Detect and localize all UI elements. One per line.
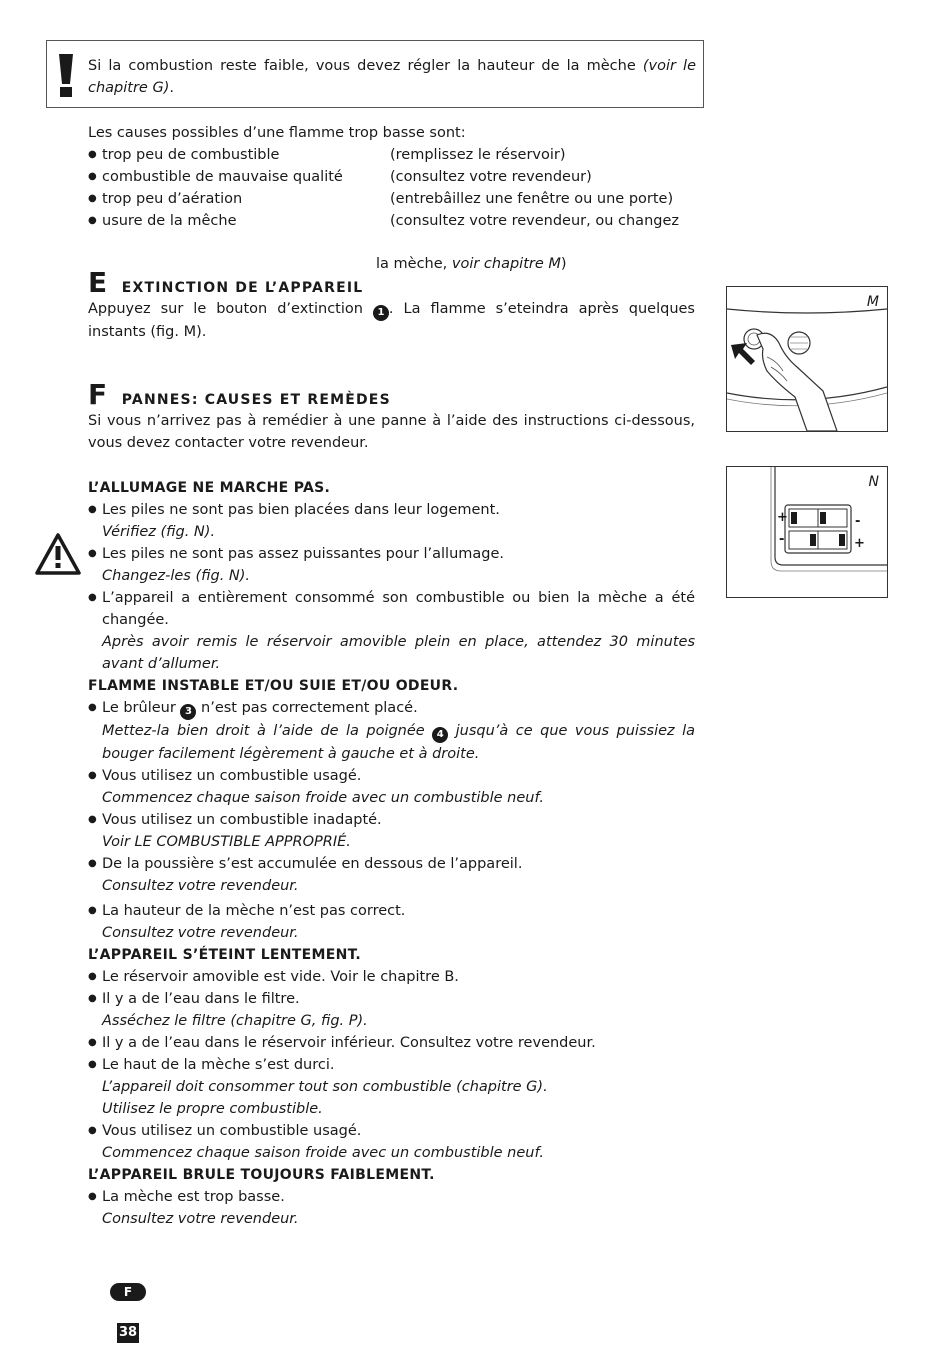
- number-badge: 4: [432, 727, 448, 743]
- remedy-text: Consultez votre revendeur.: [102, 1211, 299, 1227]
- list-item: ● L’appareil a entièrement consommé son combustible ou bien la mèche a été changée.: [88, 587, 695, 631]
- list-item: ● Vous utilisez un combustible usagé.: [88, 765, 695, 787]
- number-badge: 1: [373, 305, 389, 321]
- minus-sign: -: [779, 532, 785, 547]
- list-item: ● Les piles ne sont pas assez puissantes pour l’allumage.: [88, 543, 695, 565]
- group-title: L’APPAREIL S’ÉTEINT LENTEMENT.: [88, 947, 361, 963]
- causes-intro: Les causes possibles d’une flamme trop basse sont:: [88, 125, 466, 141]
- list-item: ● Vous utilisez un combustible usagé.: [88, 1120, 695, 1142]
- figure-label: N: [868, 474, 879, 490]
- exclamation-icon: [58, 54, 74, 98]
- warning-triangle-icon: [34, 532, 82, 576]
- remedy: (consultez votre revendeur): [390, 169, 592, 185]
- remedy-text: Utilisez le propre combustible.: [102, 1101, 323, 1117]
- remedy: (consultez votre revendeur, ou changez: [390, 213, 679, 229]
- remedy-text: Consultez votre revendeur.: [102, 878, 299, 894]
- remedy-text: Commencez chaque saison froide avec un combustible neuf.: [102, 1145, 544, 1161]
- minus-sign: -: [855, 514, 861, 529]
- cause-row: [88, 210, 688, 232]
- cause: ● combustible de mauvaise qualité: [88, 166, 390, 188]
- group-title: L’ALLUMAGE NE MARCHE PAS.: [88, 480, 331, 496]
- cause: ● trop peu de combustible: [88, 144, 390, 166]
- language-badge: F: [110, 1283, 146, 1301]
- cause-row: [88, 188, 688, 210]
- cause-row: [88, 144, 688, 166]
- list-item: ● La hauteur de la mèche n’est pas correct.: [88, 900, 695, 922]
- list-item: ● Les piles ne sont pas bien placées dans leur logement.: [88, 499, 695, 521]
- cause: ● usure de la mêche: [88, 210, 390, 232]
- remedy-text: Mettez-la bien droit à l’aide de la poignée 4 jusqu’à ce que vous puissiez la bouger facilement légèrement à gauche et à droite.: [102, 723, 696, 762]
- plus-sign: +: [777, 510, 788, 525]
- page-number: 38: [117, 1323, 139, 1343]
- remedy-text: Asséchez le filtre (chapitre G, fig. P).: [102, 1013, 368, 1029]
- number-badge: 3: [180, 704, 196, 720]
- list-item: ● Le haut de la mèche s’est durci.: [88, 1054, 695, 1076]
- cause: ● trop peu d’aération: [88, 188, 390, 210]
- section-e-text: Appuyez sur le bouton d’extinction 1 . La flamme s’eteindra après quelques instants (fig. M).: [88, 301, 695, 340]
- remedy-text: L’appareil doit consommer tout son combustible (chapitre G).: [102, 1079, 548, 1095]
- list-item: ● De la poussière s’est accumulée en dessous de l’appareil.: [88, 853, 695, 875]
- remedy-text: Commencez chaque saison froide avec un combustible neuf.: [102, 790, 544, 806]
- notice-text: Si la combustion reste faible, vous devez régler la hauteur de la mèche (voir le chapitre G).: [88, 58, 696, 96]
- remedy-text: Après avoir remis le réservoir amovible plein en place, attendez 30 minutes avant d’allumer.: [102, 634, 695, 672]
- group-title: FLAMME INSTABLE ET/OU SUIE ET/OU ODEUR.: [88, 678, 459, 694]
- battery-compartment-icon: [727, 467, 887, 597]
- section-f-intro: Si vous n’arrivez pas à remédier à une panne à l’aide des instructions ci-dessous, vous devez contacter votre revendeur.: [88, 413, 695, 451]
- list-item: ● Le réservoir amovible est vide. Voir le chapitre B.: [88, 966, 695, 988]
- figure-m: [726, 286, 888, 432]
- hand-pressing-button-icon: [727, 287, 887, 431]
- figure-n: [726, 466, 888, 598]
- cause-row: [88, 166, 688, 188]
- list-item: ● Le brûleur 3 n’est pas correctement placé.: [88, 697, 695, 720]
- list-item: ● Il y a de l’eau dans le filtre.: [88, 988, 695, 1010]
- remedy: (entrebâillez une fenêtre ou une porte): [390, 191, 674, 207]
- list-item: ● Vous utilisez un combustible inadapté.: [88, 809, 695, 831]
- remedy-text: Voir LE COMBUSTIBLE APPROPRIÉ.: [102, 834, 351, 850]
- remedy-text: Changez-les (fig. N).: [102, 568, 251, 584]
- remedy-text: Vérifiez (fig. N).: [102, 524, 216, 540]
- section-e-heading: E EXTINCTION DE L’APPAREIL: [88, 266, 364, 299]
- remedy-text: Consultez votre revendeur.: [102, 925, 299, 941]
- low-flame-causes: [88, 122, 688, 232]
- list-item: ● Il y a de l’eau dans le réservoir inférieur. Consultez votre revendeur.: [88, 1032, 695, 1054]
- troubleshooting-list: [88, 477, 695, 1230]
- group-title: L’APPAREIL BRULE TOUJOURS FAIBLEMENT.: [88, 1167, 435, 1183]
- remedy: (remplissez le réservoir): [390, 147, 566, 163]
- section-f-heading: F PANNES: CAUSES ET REMÈDES: [88, 378, 391, 411]
- figure-label: M: [866, 294, 879, 310]
- remedy-continuation: la mèche, voir chapitre M): [376, 256, 567, 272]
- plus-sign: +: [854, 536, 865, 551]
- list-item: ● La mèche est trop basse.: [88, 1186, 695, 1208]
